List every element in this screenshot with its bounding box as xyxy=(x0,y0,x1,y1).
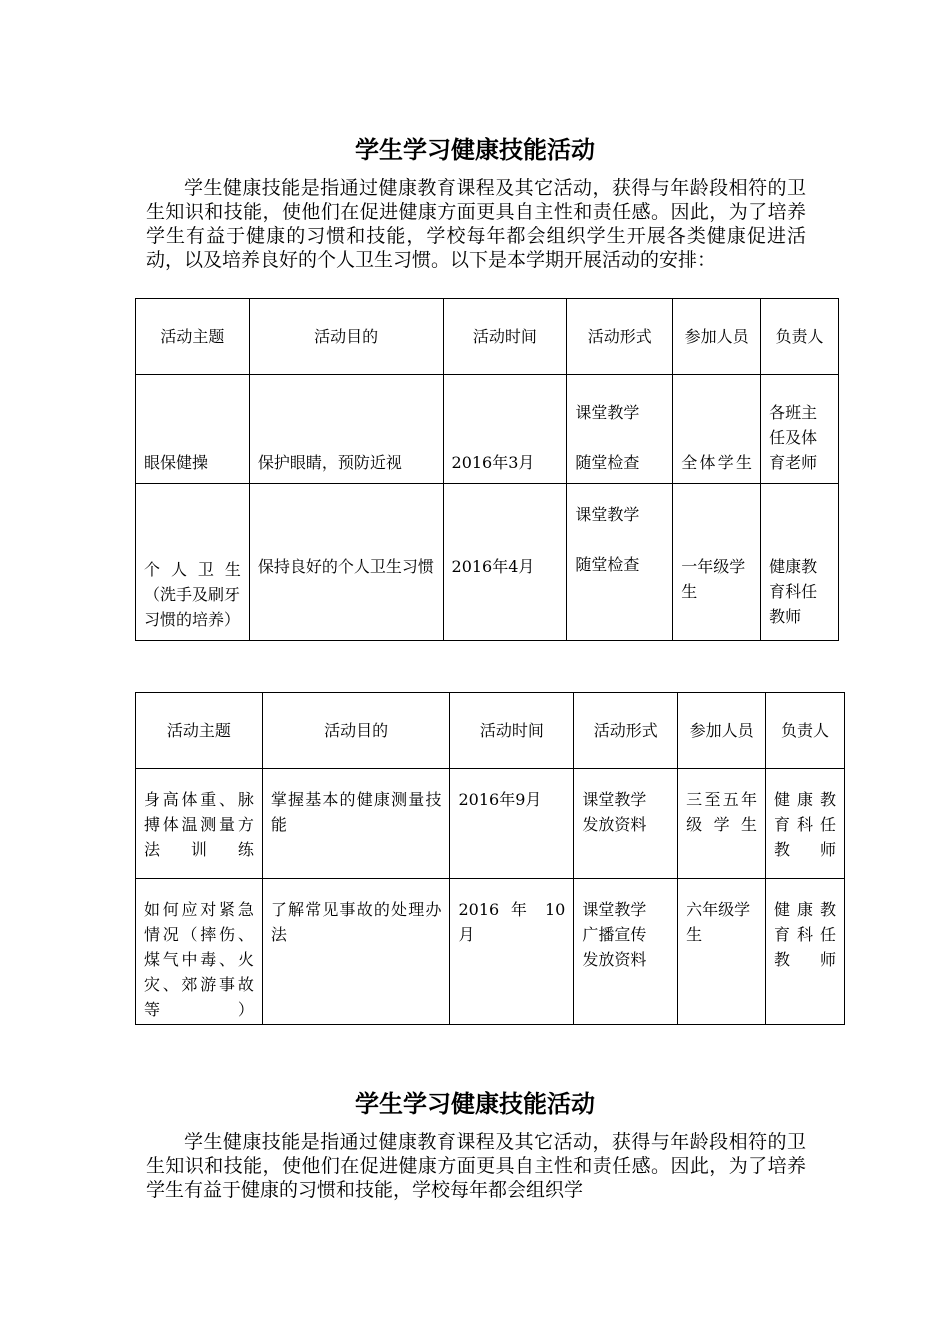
cell-form-line: 发放资料 xyxy=(582,815,647,834)
cell-form xyxy=(567,484,673,641)
cell-form-line: 课堂教学 xyxy=(575,505,640,524)
cell-purpose: 了解常见事故的处理办法 xyxy=(262,879,450,1025)
cell-theme-line: 个人卫生 xyxy=(144,560,241,579)
cell-theme xyxy=(136,484,250,641)
activity-table-1 xyxy=(135,298,839,641)
table-header-row xyxy=(136,693,845,769)
table-row xyxy=(136,769,845,879)
cell-theme: 如何应对紧急情况（摔伤、煤气中毒、火灾、郊游事故等） xyxy=(136,879,263,1025)
header-time: 活动时间 xyxy=(450,693,574,769)
header-theme: 活动主题 xyxy=(136,693,263,769)
header-owner: 负责人 xyxy=(761,299,839,375)
activity-table-2 xyxy=(135,692,845,1025)
cell-owner: 各班主任及体育老师 xyxy=(761,375,839,484)
cell-owner: 健康教育科任教师 xyxy=(761,484,839,641)
cell-theme-line: （洗手及刷牙习惯的培养） xyxy=(144,585,241,629)
cell-purpose: 掌握基本的健康测量技能 xyxy=(262,769,450,879)
table-header-row xyxy=(136,299,839,375)
cell-owner: 健康教育科任教师 xyxy=(766,769,845,879)
header-theme: 活动主题 xyxy=(136,299,250,375)
cell-participants: 三至五年级学生 xyxy=(678,769,766,879)
header-purpose: 活动目的 xyxy=(262,693,450,769)
section2-paragraph-text: 学生健康技能是指通过健康教育课程及其它活动，获得与年龄段相符的卫生知识和技能，使他们在促进健康方面更具自主性和责任感。因此，为了培养学生有益于健康的习惯和技能，学校每年都会组织学 xyxy=(146,1131,806,1201)
cell-form xyxy=(574,879,678,1025)
section1-paragraph xyxy=(146,176,806,272)
header-form: 活动形式 xyxy=(567,299,673,375)
cell-purpose: 保护眼睛，预防近视 xyxy=(249,375,443,484)
cell-purpose: 保持良好的个人卫生习惯 xyxy=(249,484,443,641)
header-participants: 参加人员 xyxy=(678,693,766,769)
cell-form xyxy=(567,375,673,484)
cell-owner: 健康教育科任教师 xyxy=(766,879,845,1025)
cell-time: 2016年9月 xyxy=(450,769,574,879)
header-form: 活动形式 xyxy=(574,693,678,769)
cell-form-line: 随堂检查 xyxy=(575,453,640,472)
cell-form-line: 随堂检查 xyxy=(575,555,640,574)
cell-time: 2016年4月 xyxy=(443,484,567,641)
cell-participants: 六年级学生 xyxy=(678,879,766,1025)
section2-paragraph xyxy=(146,1130,806,1202)
table-row xyxy=(136,879,845,1025)
cell-form-line: 课堂教学 xyxy=(582,790,647,809)
cell-time: 2016年3月 xyxy=(443,375,567,484)
cell-form-line: 发放资料 xyxy=(582,950,647,969)
header-participants: 参加人员 xyxy=(673,299,761,375)
header-purpose: 活动目的 xyxy=(249,299,443,375)
section1-title: 学生学习健康技能活动 xyxy=(355,135,595,164)
cell-form-line: 广播宣传 xyxy=(582,925,647,944)
cell-form-line: 课堂教学 xyxy=(582,900,647,919)
cell-theme: 眼保健操 xyxy=(136,375,250,484)
section2-title: 学生学习健康技能活动 xyxy=(355,1089,595,1118)
section1-paragraph-text: 学生健康技能是指通过健康教育课程及其它活动，获得与年龄段相符的卫生知识和技能，使他们在促进健康方面更具自主性和责任感。因此，为了培养学生有益于健康的习惯和技能，学校每年都会组织学生开展各类健康促进活动，以及培养良好的个人卫生习惯。以下是本学期开展活动的安排： xyxy=(146,177,806,271)
table-row xyxy=(136,375,839,484)
header-owner: 负责人 xyxy=(766,693,845,769)
cell-participants: 全体学生 xyxy=(673,375,761,484)
cell-form xyxy=(574,769,678,879)
cell-participants: 一年级学生 xyxy=(673,484,761,641)
header-time: 活动时间 xyxy=(443,299,567,375)
table-row xyxy=(136,484,839,641)
cell-time: 2016 年 10 月 xyxy=(450,879,574,1025)
cell-form-line: 课堂教学 xyxy=(575,403,640,422)
cell-theme: 身高体重、脉搏体温测量方法训练 xyxy=(136,769,263,879)
